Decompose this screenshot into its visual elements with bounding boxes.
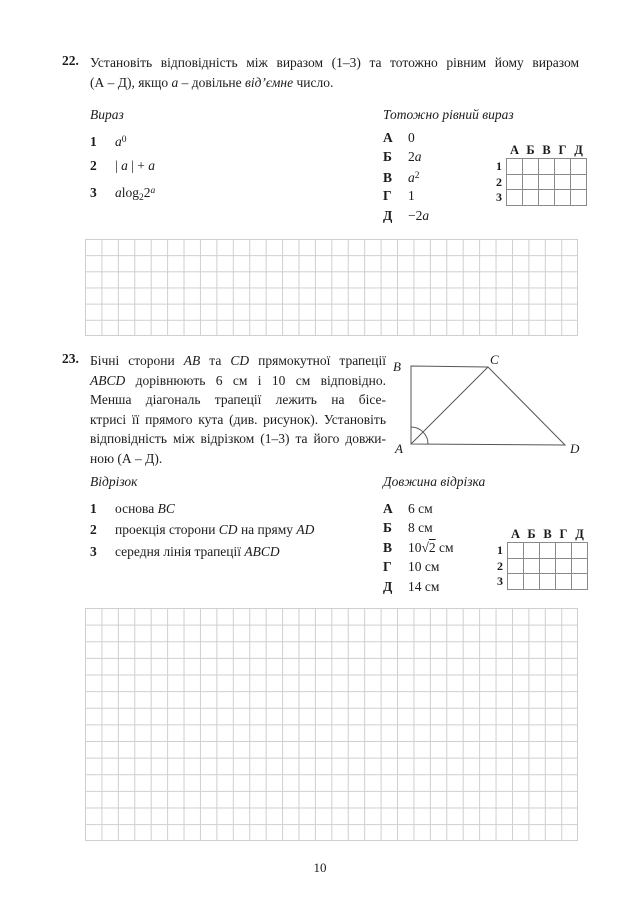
- item-expression: середня лінія трапеції ABCD: [115, 543, 280, 559]
- item-number: 1: [90, 134, 97, 149]
- answer-grid-row-label: 3: [497, 574, 503, 589]
- answer-grid-row: [490, 159, 587, 175]
- list-item: [383, 208, 429, 227]
- answer-cell: [540, 574, 556, 590]
- answer-grid-row-label: 2: [496, 174, 502, 189]
- question-23-text-line: Бічні сторони AB та CD прямокутної трапеції: [90, 353, 386, 368]
- option-letter: В: [383, 539, 393, 555]
- option-expression: 6 см: [408, 501, 433, 516]
- question-22-text-line: Установіть відповідність між виразом (1–3) та тотожно рівним йому виразом: [90, 55, 579, 70]
- answer-grid-row-label: 1: [496, 158, 502, 173]
- list-item: [383, 149, 429, 168]
- answer-cell: [539, 190, 555, 206]
- q22-left-column-header: Вираз: [90, 107, 124, 122]
- answer-grid-row: [490, 190, 587, 206]
- item-expression: | a | + a: [115, 158, 156, 174]
- answer-grid-corner: [491, 527, 508, 543]
- q22-work-grid: [85, 239, 578, 336]
- answer-grid-col-label: В: [542, 143, 551, 157]
- answer-cell: [571, 174, 587, 190]
- answer-grid-table: [491, 527, 588, 590]
- list-item: [383, 188, 429, 207]
- answer-cell: [556, 543, 572, 559]
- answer-grid-row: [491, 543, 588, 559]
- answer-cell: [540, 543, 556, 559]
- option-letter: А: [383, 130, 393, 145]
- list-item: [90, 501, 314, 522]
- q23-answer-grid: [491, 527, 588, 590]
- option-expression: 10√2 см: [408, 539, 454, 555]
- q22-expression-list: [90, 133, 155, 209]
- option-expression: −2a: [408, 207, 430, 223]
- option-expression: 1: [408, 188, 415, 204]
- answer-grid-col-label: Б: [526, 143, 535, 157]
- answer-cell: [540, 558, 556, 574]
- vertex-label-d: D: [570, 441, 580, 456]
- option-expression: 14 см: [408, 578, 440, 594]
- item-number: 2: [90, 522, 97, 538]
- answer-grid-col-label: Д: [575, 527, 584, 541]
- answer-cell: [539, 159, 555, 175]
- vertex-label-a: A: [395, 441, 403, 456]
- list-item: [383, 520, 454, 539]
- answer-cell: [572, 558, 588, 574]
- answer-grid-row-label: 3: [496, 190, 502, 205]
- answer-grid-col-label: А: [509, 143, 520, 157]
- page-number: 10: [313, 860, 327, 875]
- answer-cell: [508, 574, 524, 590]
- answer-cell: [523, 190, 539, 206]
- option-expression: 2a: [408, 149, 422, 165]
- answer-cell: [539, 174, 555, 190]
- answer-cell: [555, 159, 571, 175]
- answer-cell: [572, 543, 588, 559]
- option-letter: Б: [383, 520, 392, 536]
- answer-cell: [508, 543, 524, 559]
- option-expression: 0: [408, 130, 415, 145]
- diagonal-ac: [411, 367, 488, 444]
- q23-options-list: [383, 501, 454, 598]
- item-expression: $a^0$: [115, 134, 127, 149]
- trapezoid-figure: [390, 350, 590, 458]
- trapezoid-outline: [411, 366, 565, 445]
- question-22-text-line: (А – Д), якщо a – довільне від’ємне число.: [90, 74, 334, 90]
- question-22-text: [90, 53, 579, 92]
- option-expression: $a^2$: [408, 169, 420, 185]
- q22-right-column-header: Тотожно рівний вираз: [383, 107, 514, 122]
- answer-cell: [524, 543, 540, 559]
- answer-grid-col-label: Г: [559, 527, 568, 541]
- answer-grid-row: [490, 174, 587, 190]
- option-letter: Д: [383, 207, 393, 223]
- option-expression: 10 см: [408, 559, 440, 575]
- list-item: [383, 501, 454, 520]
- answer-cell: [523, 159, 539, 175]
- answer-cell: [572, 574, 588, 590]
- list-item: [383, 559, 454, 578]
- answer-cell: [524, 574, 540, 590]
- item-expression: проекція сторони CD на пряму AD: [115, 522, 315, 538]
- answer-grid-col-label: Б: [527, 527, 536, 541]
- q23-right-column-header: Довжина відрізка: [383, 474, 486, 489]
- answer-grid-row: [491, 574, 588, 590]
- answer-grid-row-label: 1: [497, 542, 503, 557]
- question-23-text: [90, 351, 386, 469]
- q23-work-grid: [85, 608, 578, 841]
- answer-cell: [523, 174, 539, 190]
- option-letter: В: [383, 169, 393, 185]
- list-item: [383, 540, 454, 559]
- answer-cell: [508, 558, 524, 574]
- vertex-label-c: C: [490, 352, 499, 367]
- q22-answer-grid: [490, 143, 587, 206]
- answer-grid-table: [490, 143, 587, 206]
- list-item: [90, 133, 155, 158]
- option-expression: 8 см: [408, 520, 433, 536]
- answer-grid-col-label: А: [510, 527, 521, 541]
- list-item: [90, 522, 314, 543]
- answer-cell: [507, 159, 523, 175]
- answer-cell: [555, 190, 571, 206]
- answer-cell: [524, 558, 540, 574]
- option-letter: Д: [383, 578, 393, 594]
- item-expression: $alog_22^a$: [115, 184, 156, 203]
- list-item: [383, 130, 429, 149]
- answer-cell: [556, 558, 572, 574]
- answer-grid-col-label: В: [543, 527, 552, 541]
- answer-grid-row-label: 2: [497, 558, 503, 573]
- item-number: 2: [90, 158, 97, 174]
- answer-cell: [507, 190, 523, 206]
- list-item: [90, 158, 155, 183]
- item-number: 3: [90, 184, 97, 200]
- question-23-text-line: відповідність між відрізком (1–3) та його довжи-: [90, 431, 386, 447]
- answer-cell: [571, 190, 587, 206]
- item-expression: основа BC: [115, 501, 175, 516]
- answer-cell: [555, 174, 571, 190]
- answer-cell: [507, 174, 523, 190]
- question-23-text-line: ABCD дорівнюють 6 см і 10 см відповідно.: [90, 372, 386, 388]
- list-item: [383, 579, 454, 598]
- question-23-number: 23.: [62, 351, 79, 366]
- answer-grid-col-label: Д: [574, 143, 583, 157]
- list-item: [90, 184, 155, 209]
- vertex-label-b: B: [393, 359, 401, 374]
- option-letter: А: [383, 501, 393, 516]
- q23-left-column-header: Відрізок: [90, 474, 138, 489]
- q22-options-list: [383, 130, 429, 227]
- answer-grid-corner: [490, 143, 507, 159]
- question-22-number: 22.: [62, 53, 79, 68]
- answer-cell: [571, 159, 587, 175]
- answer-grid-col-label: Г: [558, 143, 567, 157]
- option-letter: Г: [383, 559, 392, 575]
- list-item: [90, 544, 314, 565]
- q23-segment-list: [90, 501, 314, 565]
- question-23-text-line: Менша діагональ трапеції лежить на бісе-: [90, 392, 386, 408]
- answer-grid-row: [491, 558, 588, 574]
- question-23-text-line: ною (А – Д).: [90, 450, 163, 466]
- item-number: 1: [90, 501, 97, 516]
- item-number: 3: [90, 543, 97, 559]
- option-letter: Г: [383, 188, 392, 204]
- list-item: [383, 169, 429, 188]
- option-letter: Б: [383, 149, 392, 165]
- question-23-text-line: ктрисі її прямого кута (див. рисунок). Установіть: [90, 411, 386, 427]
- answer-cell: [556, 574, 572, 590]
